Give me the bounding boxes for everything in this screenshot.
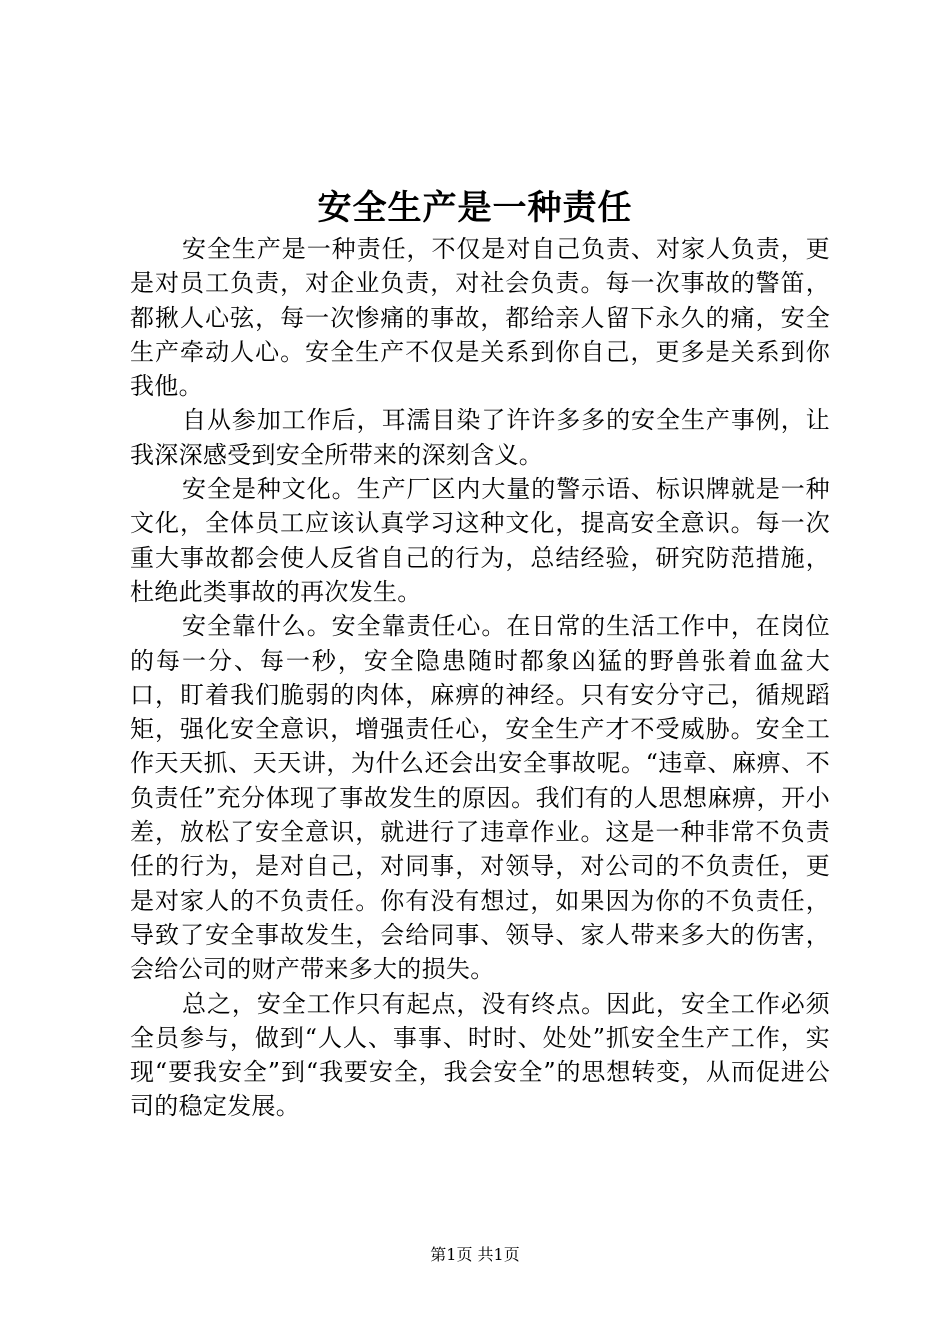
document-title: 安全生产是一种责任 [317,188,633,228]
paragraph-4: 安全靠什么。安全靠责任心。在日常的生活工作中，在岗位的每一分、每一秒，安全隐患随时都象凶猛的野兽张着血盆大口，盯着我们脆弱的肉体，麻痹的神经。只有安分守己，循规蹈矩，强化安全意识，增强责任心，安全生产才不受威胁。安全工作天天抓、天天讲，为什么还会出安全事故呢。“违章、麻痹、不负责任”充分体现了事故发生的原因。我们有的人思想麻痹，开小差，放松了安全意识，就进行了违章作业。这是一种非常不负责任的行为，是对自己，对同事，对领导，对公司的不负责任，更是对家人的不负责任。你有没有想过，如果因为你的不负责任，导致了安全事故发生，会给同事、领导、家人带来多大的伤害，会给公司的财产带来多大的损失。 [130,612,830,984]
paragraph-5: 总之，安全工作只有起点，没有终点。因此，安全工作必须全员参与，做到“人人、事事、时时、处处”抓安全生产工作，实现“要我安全”到“我要安全，我会安全”的思想转变，从而促进公司的稳定发展。 [130,989,830,1121]
document-body [130,232,830,1124]
paragraph-2: 自从参加工作后，耳濡目染了许许多多的安全生产事例，让我深深感受到安全所带来的深刻含义。 [130,406,830,469]
page-number-footer: 第1页 共1页 [430,1245,520,1264]
paragraph-1: 安全生产是一种责任，不仅是对自己负责、对家人负责，更是对员工负责，对企业负责，对社会负责。每一次事故的警笛，都揪人心弦，每一次惨痛的事故，都给亲人留下永久的痛，安全生产牵动人心。安全生产不仅是关系到你自己，更多是关系到你我他。 [130,235,830,401]
paragraph-3: 安全是种文化。生产厂区内大量的警示语、标识牌就是一种文化，全体员工应该认真学习这种文化，提高安全意识。每一次重大事故都会使人反省自己的行为，总结经验，研究防范措施，杜绝此类事故的再次发生。 [130,475,830,606]
